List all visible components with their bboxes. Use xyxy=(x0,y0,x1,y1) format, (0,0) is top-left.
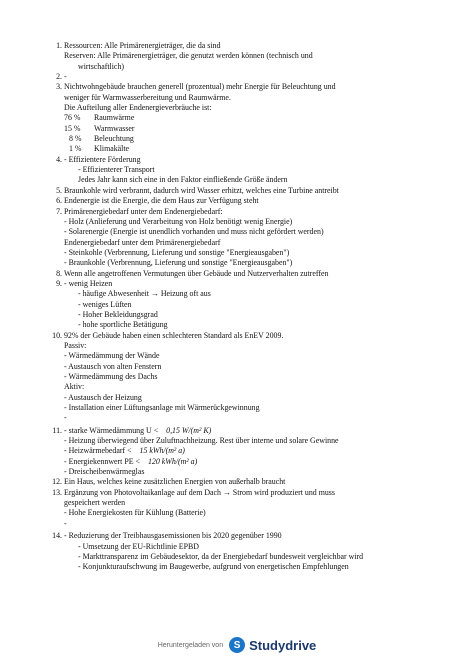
text-line: wirtschaftlich) xyxy=(78,61,125,71)
item-number: 14. xyxy=(52,531,62,541)
text-fragment: - Heizwärmebedarf < xyxy=(64,446,132,456)
text-line: - Effizienterer Transport xyxy=(78,165,155,175)
text-line: Passiv: xyxy=(64,340,87,350)
brand-name: Studydrive xyxy=(249,637,317,653)
text-line: - Wärmedämmung der Wände xyxy=(64,351,160,361)
text-line: - Austausch der Heizung xyxy=(64,392,142,402)
studydrive-logo[interactable] xyxy=(229,637,316,653)
item-number: 7. xyxy=(56,206,62,216)
text-line: - Solarenergie (Energie ist unendlich vorhanden und muss nicht gefördert werden) xyxy=(64,227,324,237)
text-line: - Hohe Energiekosten für Kühlung (Batterie) xyxy=(64,508,206,518)
text-line: - Umsetzung der EU-Richtlinie EPBD xyxy=(78,541,199,551)
text-line: - Reduzierung der Treibhausgasemissionen bis 2020 gegenüber 1990 xyxy=(64,531,282,541)
share-percent: 8 % xyxy=(69,134,82,144)
text-line: - xyxy=(64,413,67,423)
item-number: 1. xyxy=(56,41,62,50)
text-line: - Installation einer Lüftungsanlage mit Wärmerückgewinnung xyxy=(64,403,260,413)
text-line: Wenn alle angetroffenen Vermutungen über Gebäude und Nutzerverhalten zutreffen xyxy=(64,268,329,278)
text-line: Ein Haus, welches keine zusätzlichen Energien von außerhalb braucht xyxy=(64,477,286,487)
share-percent: 76 % xyxy=(64,113,81,123)
formula-value: 15 kWh/(m² a) xyxy=(139,446,185,456)
footer-prefix: Heruntergeladen von xyxy=(157,641,224,649)
list-item-12 xyxy=(48,477,458,487)
list-item-13 xyxy=(48,488,458,529)
text-fragment: - starke Wärmedämmung U < xyxy=(64,425,159,435)
formula-line xyxy=(64,426,458,436)
list-item-8 xyxy=(48,269,458,279)
text-line: - weniges Lüften xyxy=(78,299,132,309)
formula-line xyxy=(64,446,458,456)
share-label: Beleuchtung xyxy=(94,134,134,144)
energy-share-table xyxy=(64,113,458,154)
item-number: 9. xyxy=(56,278,62,288)
item-number: 13. xyxy=(52,487,62,497)
text-line: Ressourcen: Alle Primärenergieträger, die da sind xyxy=(64,41,221,50)
text-line: Braunkohle wird verbrannt, dadurch wird Wasser erhitzt, welches eine Turbine antreibt xyxy=(64,185,339,195)
item-number: 12. xyxy=(52,477,62,487)
text-line: Endenergiebedarf unter dem Primärenergiebedarf xyxy=(64,237,221,247)
list-item-4 xyxy=(48,155,458,186)
list-item-3 xyxy=(48,82,458,154)
studydrive-logo-icon: S xyxy=(229,637,245,653)
share-label: Raumwärme xyxy=(94,113,135,123)
text-line: 92% der Gebäude haben einen schlechteren Standard als EnEV 2009. xyxy=(64,330,284,340)
text-line: - xyxy=(64,72,67,82)
text-line: - Austausch von alten Fenstern xyxy=(64,361,162,371)
item-number: 11. xyxy=(52,425,62,435)
item-number: 2. xyxy=(56,72,62,82)
text-line: Aktiv: xyxy=(64,382,85,392)
download-footer xyxy=(0,637,474,653)
item-number: 4. xyxy=(56,154,62,164)
item-number: 6. xyxy=(56,196,62,206)
text-line: Die Aufteilung aller Endenergieverbräuche ist: xyxy=(64,103,212,113)
list-item-6 xyxy=(48,196,458,206)
text-line: - Hoher Bekleidungsgrad xyxy=(78,309,158,319)
item-number: 3. xyxy=(56,82,62,92)
list-item-10 xyxy=(48,331,458,424)
list-item-7 xyxy=(48,207,458,269)
text-line: Nichtwohngebäude brauchen generell (prozentual) mehr Energie für Beleuchtung und xyxy=(64,82,336,92)
text-line: - wenig Heizen xyxy=(64,278,113,288)
text-line: weniger für Warmwasserbereitung und Raumwärme. xyxy=(64,92,231,102)
text-line: - Wärmedämmung des Dachs xyxy=(64,372,158,381)
item-number: 10. xyxy=(52,330,62,340)
list-item-1 xyxy=(48,41,458,72)
text-fragment: - Energiekennwert PE < xyxy=(64,456,140,466)
text-line: - Dreischeibenwärmeglas xyxy=(64,467,145,477)
text-line: - Konjunkturaufschwung im Baugewerbe, aufgrund von energetischen Empfehlungen xyxy=(78,562,349,572)
share-percent: 1 % xyxy=(69,144,82,154)
text-line: - Heizung überwiegend über Zuluftnachheizung. Rest über interne und solare Gewinne xyxy=(64,436,339,446)
text-line: - Braunkohle (Verbrennung, Lieferung und sonstige "Energieausgaben") xyxy=(64,258,293,268)
formula-line xyxy=(64,457,458,467)
text-line: - häufige Abwesenheit → Heizung oft aus xyxy=(78,289,211,299)
formula-value: 0,15 W/(m² K) xyxy=(166,425,212,435)
text-line: Endenergie ist die Energie, die dem Haus zur Verfügung steht xyxy=(64,196,259,206)
text-line: Primärenergiebedarf unter dem Endenergiebedarf: xyxy=(64,206,223,216)
list-item-5 xyxy=(48,186,458,196)
share-label: Warmwasser xyxy=(94,123,135,133)
text-line: Reserven: Alle Primärenergieträger, die genutzt werden können (technisch und xyxy=(64,51,313,61)
list-item-9 xyxy=(48,279,458,331)
text-line: - Effizientere Förderung xyxy=(64,154,141,164)
text-line: Ergänzung von Photovoltaikanlage auf dem Dach → Strom wird produziert und muss xyxy=(64,487,335,497)
text-line: Jedes Jahr kann sich eine in den Faktor einfließende Größe ändern xyxy=(78,175,288,185)
answer-list xyxy=(48,41,458,573)
text-line: gespeichert werden xyxy=(64,498,126,508)
share-percent: 15 % xyxy=(64,123,81,133)
text-line: - Markttransparenz im Gebäudesektor, da der Energiebedarf bundesweit vergleichbar wird xyxy=(78,551,364,561)
share-label: Klimakälte xyxy=(94,144,130,154)
text-line: - xyxy=(64,518,67,528)
list-item-2 xyxy=(48,72,458,82)
item-number: 5. xyxy=(56,185,62,195)
text-line: - hohe sportliche Betätigung xyxy=(78,320,168,330)
list-item-11 xyxy=(48,426,458,478)
item-number: 8. xyxy=(56,268,62,278)
formula-value: 120 kWh/(m² a) xyxy=(147,456,198,466)
text-line: - Holz (Anlieferung und Verarbeitung von Holz benötigt wenig Energie) xyxy=(64,216,293,226)
list-item-14 xyxy=(48,531,458,572)
text-line: - Steinkohle (Verbrennung, Lieferung und sonstige "Energieausgaben") xyxy=(64,247,290,257)
